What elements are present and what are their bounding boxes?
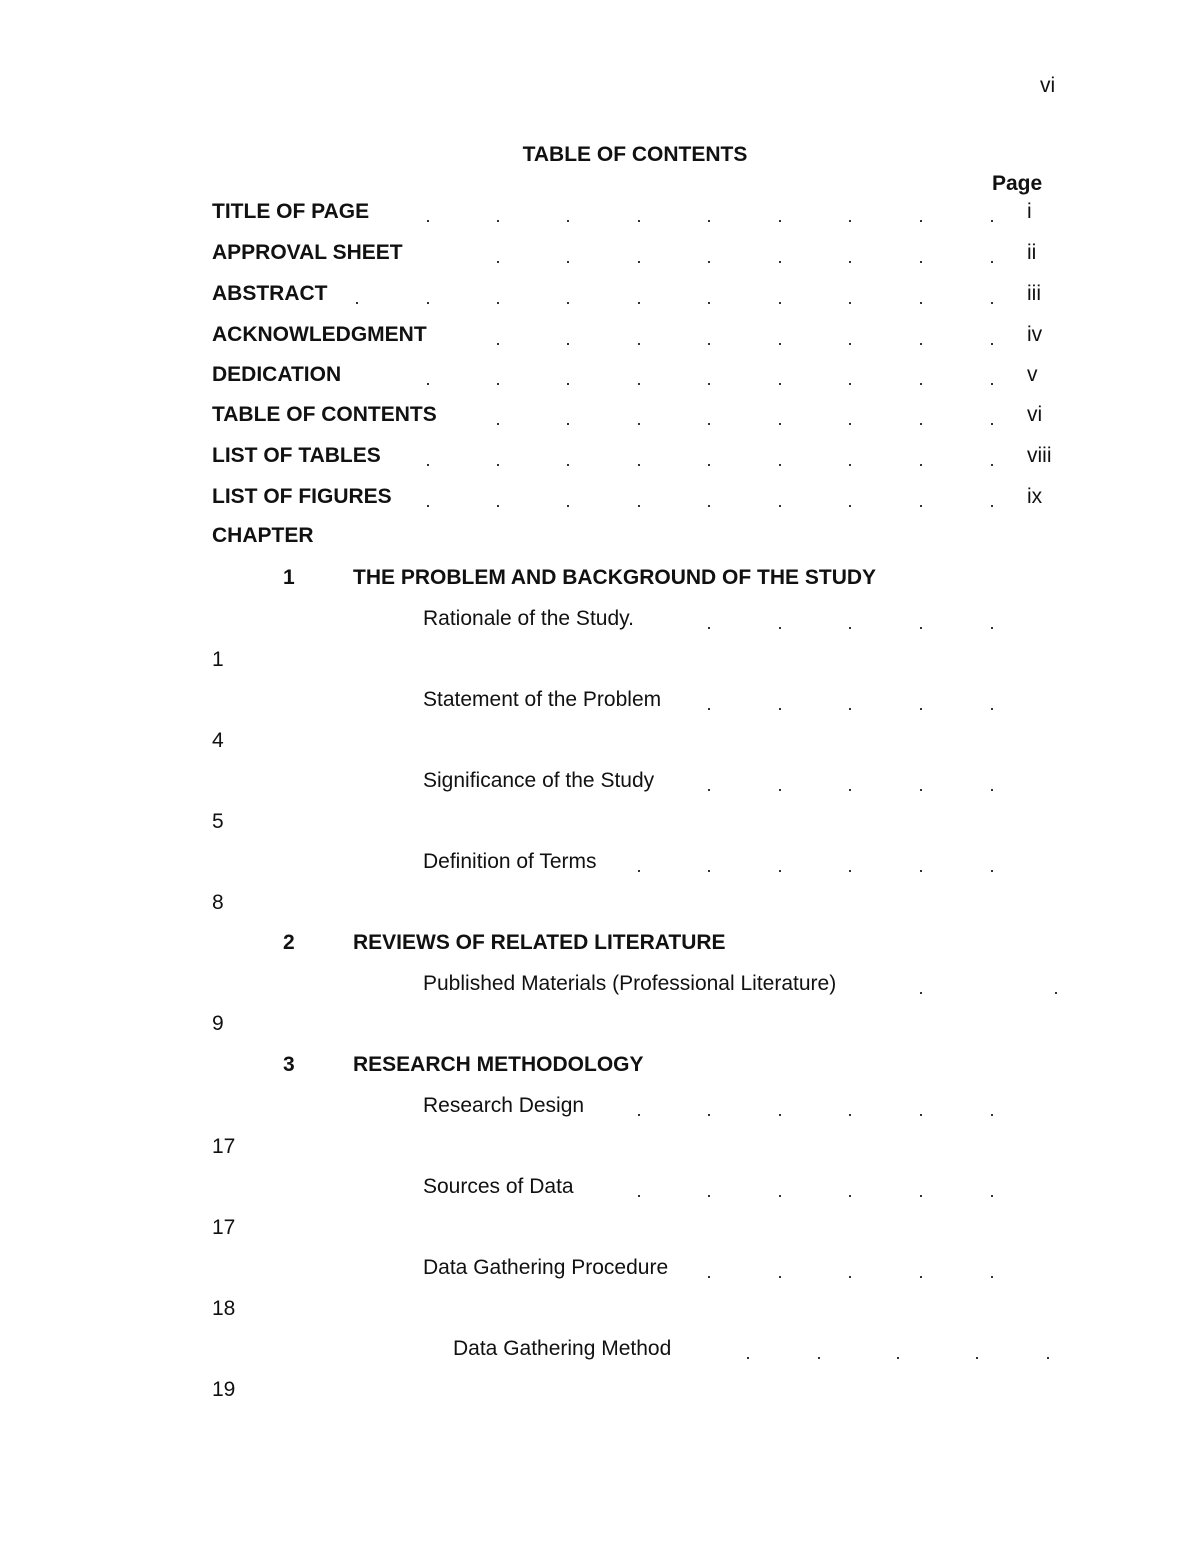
leader-dot	[708, 423, 710, 425]
leader-dot	[920, 343, 922, 345]
leader-dot	[991, 870, 993, 872]
leader-dot	[779, 261, 781, 263]
leader-dot	[779, 343, 781, 345]
leader-dot	[920, 1276, 922, 1278]
section-title: Data Gathering Procedure	[423, 1256, 669, 1279]
leader-dot	[849, 708, 851, 710]
leader-dot	[920, 1195, 922, 1197]
leader-dot	[779, 627, 781, 629]
leader-dot	[849, 464, 851, 466]
leader-dot	[991, 1114, 993, 1116]
toc-entry-title: TABLE OF CONTENTS	[212, 403, 437, 426]
leader-dot	[638, 1114, 640, 1116]
leader-dot	[708, 1114, 710, 1116]
leader-dot	[708, 220, 710, 222]
section-page: 17	[212, 1135, 236, 1158]
leader-dot	[638, 220, 640, 222]
leader-dot	[849, 870, 851, 872]
leader-dot	[567, 220, 569, 222]
leader-dot	[638, 505, 640, 507]
leader-dot	[1047, 1357, 1049, 1359]
leader-dot	[638, 423, 640, 425]
leader-dot	[920, 302, 922, 304]
chapter-title: RESEARCH METHODOLOGY	[353, 1053, 644, 1076]
toc-entry-page: i	[1027, 200, 1032, 223]
leader-dot	[920, 870, 922, 872]
leader-dot	[567, 423, 569, 425]
leader-dot	[849, 302, 851, 304]
leader-dot	[849, 220, 851, 222]
leader-dot	[497, 261, 499, 263]
section-title: Rationale of the Study.	[423, 607, 634, 630]
leader-dot	[427, 464, 429, 466]
section-title: Published Materials (Professional Literature)	[423, 972, 837, 995]
toc-entry-page: iii	[1027, 282, 1041, 305]
chapter-number: 2	[283, 931, 295, 954]
leader-dot	[920, 505, 922, 507]
leader-dot	[920, 423, 922, 425]
toc-entry-title: LIST OF TABLES	[212, 444, 381, 467]
leader-dot	[920, 261, 922, 263]
leader-dot	[849, 789, 851, 791]
leader-dot	[818, 1357, 820, 1359]
section-title: Significance of the Study	[423, 769, 655, 792]
chapter-title: THE PROBLEM AND BACKGROUND OF THE STUDY	[353, 566, 877, 589]
toc-title: TABLE OF CONTENTS	[522, 143, 748, 166]
leader-dot	[991, 627, 993, 629]
section-title: Definition of Terms	[423, 850, 597, 873]
page-column-header: Page	[992, 172, 1043, 195]
leader-dot	[849, 1195, 851, 1197]
toc-entry-page: viii	[1027, 444, 1052, 467]
leader-dot	[567, 343, 569, 345]
leader-dot	[638, 343, 640, 345]
toc-entry-title: LIST OF FIGURES	[212, 485, 392, 508]
leader-dot	[779, 1276, 781, 1278]
leader-dot	[920, 1114, 922, 1116]
leader-dot	[638, 302, 640, 304]
leader-dot	[779, 1114, 781, 1116]
leader-dot	[708, 464, 710, 466]
leader-dot	[991, 343, 993, 345]
section-page: 9	[212, 1012, 224, 1035]
leader-dot	[497, 302, 499, 304]
leader-dot	[567, 261, 569, 263]
leader-dot	[427, 383, 429, 385]
leader-dot	[638, 1195, 640, 1197]
chapter-number: 3	[283, 1053, 295, 1076]
leader-dot	[638, 464, 640, 466]
leader-dot	[708, 1195, 710, 1197]
leader-dot	[497, 220, 499, 222]
leader-dot	[356, 302, 358, 304]
leader-dot	[567, 464, 569, 466]
leader-dot	[991, 261, 993, 263]
toc-entry-title: APPROVAL SHEET	[212, 241, 403, 264]
section-page: 8	[212, 891, 224, 914]
leader-dot	[991, 708, 993, 710]
leader-dot	[708, 302, 710, 304]
section-title: Statement of the Problem	[423, 688, 662, 711]
toc-entry-page: ix	[1027, 485, 1043, 508]
toc-entry-page: v	[1027, 363, 1038, 386]
leader-dot	[708, 343, 710, 345]
leader-dot	[849, 261, 851, 263]
leader-dot	[920, 789, 922, 791]
leader-dot	[991, 505, 993, 507]
leader-dot	[638, 383, 640, 385]
section-title: Research Design	[423, 1094, 585, 1117]
leader-dot	[849, 505, 851, 507]
section-page: 18	[212, 1297, 236, 1320]
toc-entry-page: ii	[1027, 241, 1037, 264]
leader-dot	[427, 220, 429, 222]
leader-dot	[779, 1195, 781, 1197]
leader-dot	[991, 383, 993, 385]
leader-dot	[779, 789, 781, 791]
leader-dot	[497, 343, 499, 345]
leader-dot	[497, 505, 499, 507]
leader-dot	[779, 220, 781, 222]
section-page: 1	[212, 648, 224, 671]
section-page: 17	[212, 1216, 236, 1239]
leader-dot	[991, 302, 993, 304]
leader-dot	[976, 1357, 978, 1359]
leader-dot	[708, 505, 710, 507]
leader-dot	[427, 302, 429, 304]
leader-dot	[567, 505, 569, 507]
toc-entry-title: ABSTRACT	[212, 282, 328, 305]
leader-dot	[708, 383, 710, 385]
toc-entry-title: DEDICATION	[212, 363, 342, 386]
leader-dot	[497, 383, 499, 385]
toc-entry-title: TITLE OF PAGE	[212, 200, 370, 223]
leader-dot	[849, 423, 851, 425]
leader-dot	[1055, 992, 1057, 994]
leader-dot	[708, 870, 710, 872]
leader-dot	[920, 220, 922, 222]
chapter-heading: CHAPTER	[212, 524, 314, 547]
leader-dot	[567, 383, 569, 385]
leader-dot	[638, 261, 640, 263]
chapter-title: REVIEWS OF RELATED LITERATURE	[353, 931, 726, 954]
leader-dot	[991, 1195, 993, 1197]
leader-dot	[779, 505, 781, 507]
toc-entry-page: iv	[1027, 323, 1043, 346]
leader-dot	[708, 708, 710, 710]
leader-dot	[708, 1276, 710, 1278]
leader-dot	[991, 789, 993, 791]
section-title: Sources of Data	[423, 1175, 574, 1198]
leader-dot	[920, 464, 922, 466]
chapter-number: 1	[283, 566, 295, 589]
toc-entry-title: ACKNOWLEDGMENT	[212, 323, 427, 346]
leader-dot	[849, 1276, 851, 1278]
leader-dot	[991, 220, 993, 222]
section-title: Data Gathering Method	[453, 1337, 672, 1360]
leader-dot	[497, 423, 499, 425]
leader-dot	[567, 302, 569, 304]
leader-dot	[991, 1276, 993, 1278]
leader-dot	[849, 627, 851, 629]
leader-dot	[708, 789, 710, 791]
leader-dot	[991, 464, 993, 466]
leader-dot	[991, 423, 993, 425]
leader-dot	[779, 302, 781, 304]
section-page: 4	[212, 729, 224, 752]
leader-dot	[779, 870, 781, 872]
section-page: 5	[212, 810, 224, 833]
leader-dot	[779, 423, 781, 425]
leader-dot	[708, 261, 710, 263]
leader-dot	[708, 627, 710, 629]
leader-dot	[920, 992, 922, 994]
leader-dot	[638, 870, 640, 872]
section-page: 19	[212, 1378, 236, 1401]
leader-dot	[897, 1357, 899, 1359]
leader-dot	[779, 383, 781, 385]
toc-entry-page: vi	[1027, 403, 1043, 426]
leader-dot	[849, 1114, 851, 1116]
leader-dot	[920, 383, 922, 385]
leader-dot	[747, 1357, 749, 1359]
leader-dot	[779, 708, 781, 710]
page-number: vi	[1040, 74, 1056, 97]
leader-dot	[427, 505, 429, 507]
leader-dot	[779, 464, 781, 466]
leader-dot	[920, 708, 922, 710]
leader-dot	[920, 627, 922, 629]
leader-dot	[497, 464, 499, 466]
leader-dot	[849, 343, 851, 345]
leader-dot	[849, 383, 851, 385]
